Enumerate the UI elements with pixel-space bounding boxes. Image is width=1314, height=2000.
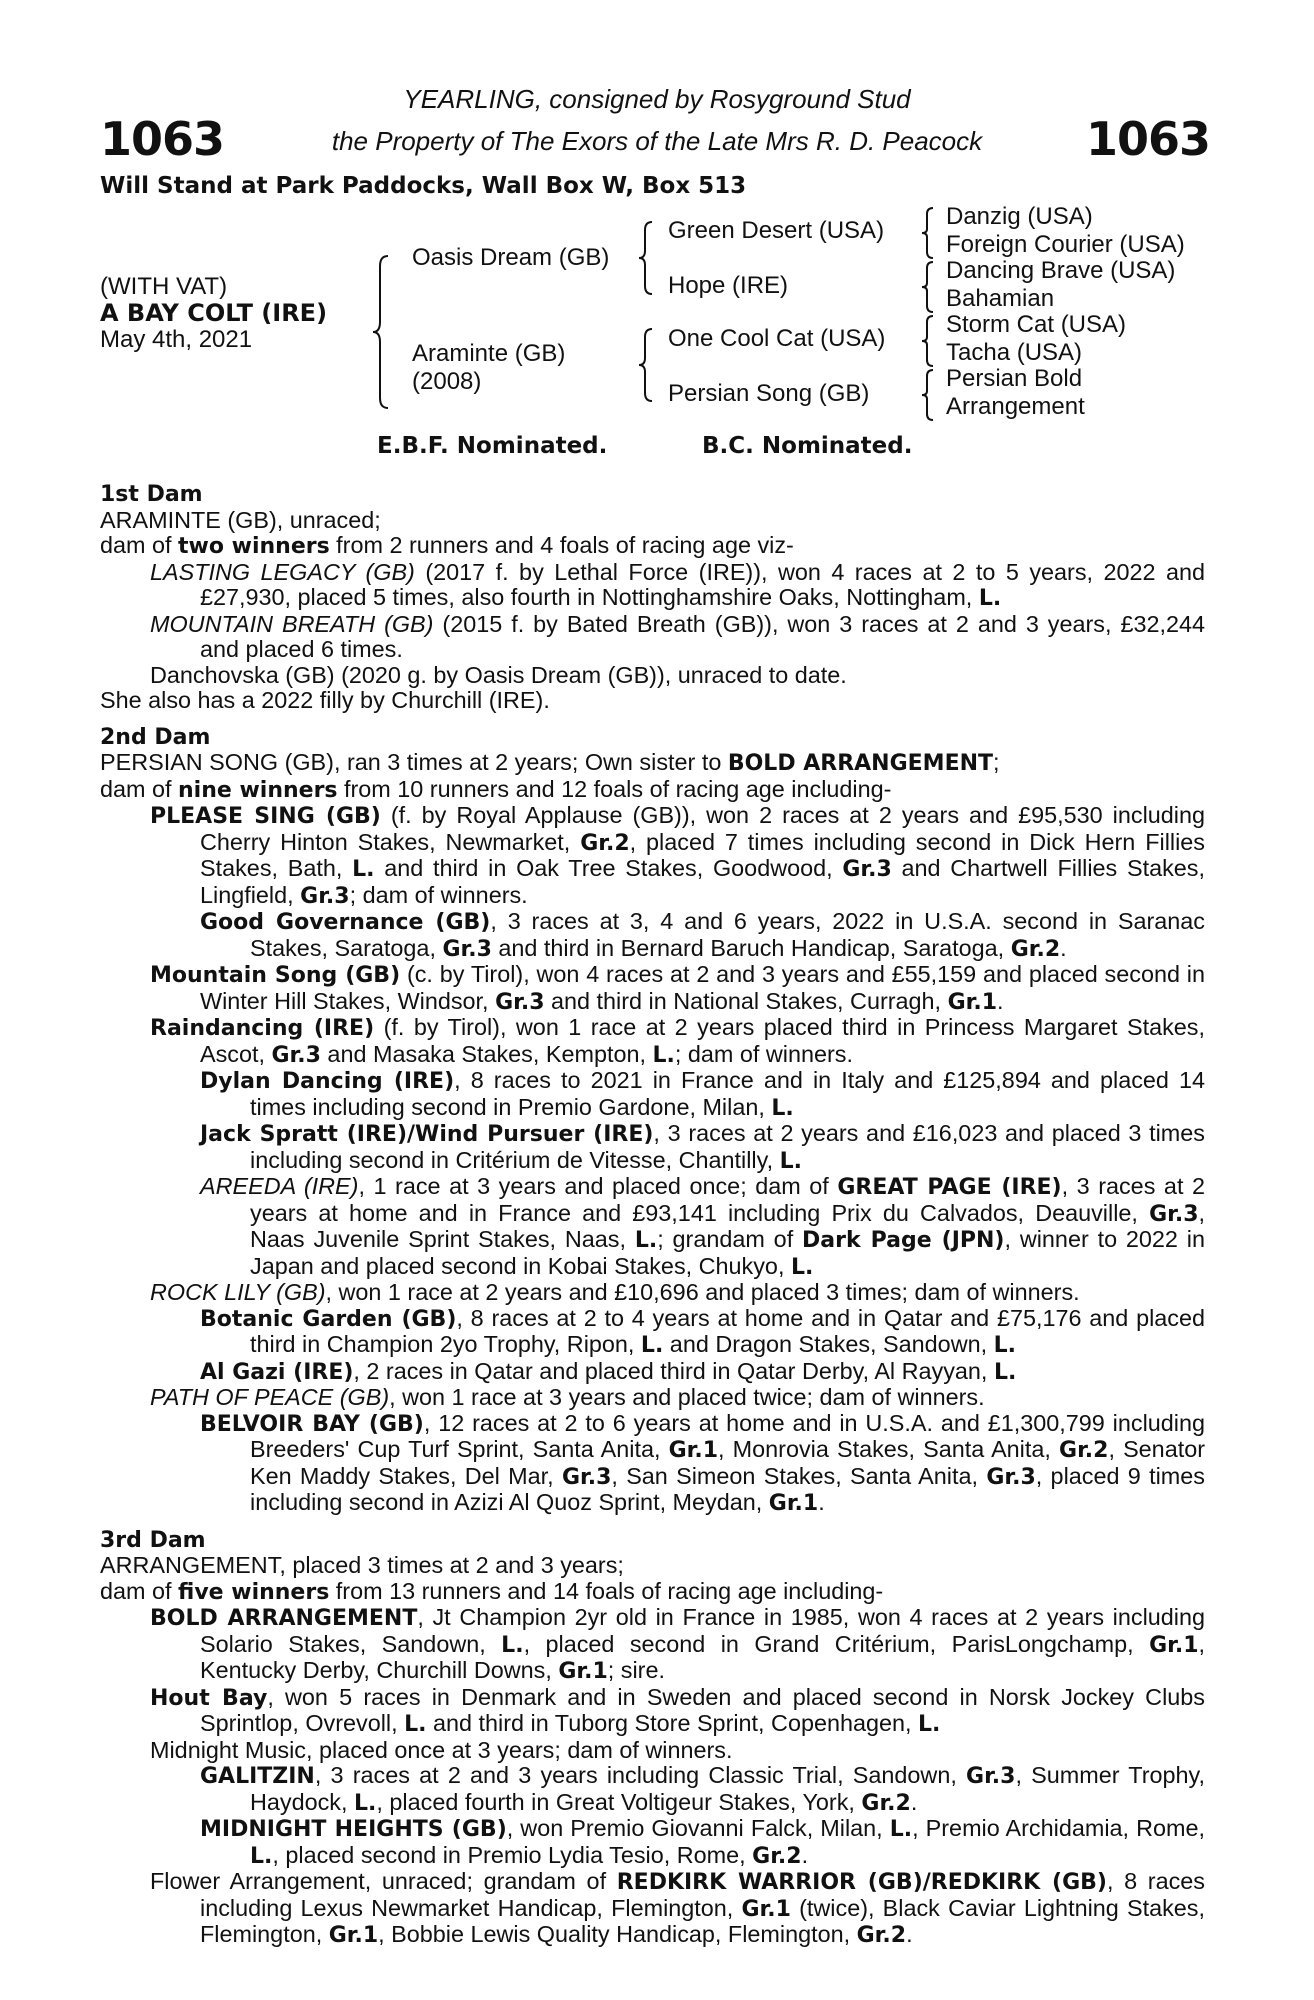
produce-please-sing: PLEASE SING (GB) (f. by Royal Applause (GB)), won 2 races at 2 years and £95,530 including Cherry Hinton Stakes, Newmarket, Gr.2, placed 7 times including second in Dick Hern Fillies Stakes, Bath, L. and third in Oak Tree Stakes, Goodwood, Gr.3 and Chartwell Fillies Stakes, Lingfield, Gr.3; dam of winners.	[150, 802, 1205, 909]
produce-botanic-garden: Botanic Garden (GB), 8 races at 2 to 4 years at home and in Qatar and £75,176 and placed third in Champion 2yo Trophy, Ripon, L. and Dragon Stakes, Sandown, L.	[200, 1304, 1206, 1358]
produce-path-of-peace: PATH OF PEACE (GB), won 1 race at 3 years and placed twice; dam of winners.	[150, 1384, 985, 1410]
sd-dam: Bahamian	[946, 285, 1055, 312]
dam-sire: One Cool Cat (USA)	[668, 325, 886, 352]
first-dam-line: ARAMINTE (GB), unraced;	[100, 506, 381, 533]
first-dam-produce-summary: dam of two winners from 2 runners and 4 foals of racing age viz-	[100, 532, 794, 559]
vat-label: (WITH VAT)	[100, 273, 228, 300]
pedigree-brace-main	[370, 252, 392, 412]
horse-name: A BAY COLT (IRE)	[100, 299, 328, 327]
dd-dam: Arrangement	[946, 393, 1085, 420]
produce-galitzin: GALITZIN, 3 races at 2 and 3 years including Classic Trial, Sandown, Gr.3, Summer Trophy, Haydock, L., placed fourth in Great Voltigeur Stakes, York, Gr.2.	[200, 1762, 1205, 1816]
sire-dam: Hope (IRE)	[668, 272, 789, 299]
bc-nominated: B.C. Nominated.	[702, 433, 913, 459]
consignor-line: YEARLING, consigned by Rosyground Stud	[403, 84, 911, 114]
pedigree-brace-sd	[920, 259, 936, 315]
first-dam-note: She also has a 2022 filly by Churchill (IRE).	[100, 687, 550, 713]
produce-rock-lily: ROCK LILY (GB), won 1 race at 2 years and £10,696 and placed 3 times; dam of winners.	[150, 1279, 1080, 1305]
lot-number-left: 1063	[100, 112, 225, 166]
produce-jack-spratt: Jack Spratt (IRE)/Wind Pursuer (IRE), 3 races at 2 years and £16,023 and placed 3 times including second in Critérium de Vitesse, Chantilly, L.	[200, 1120, 1205, 1174]
ebf-nominated: E.B.F. Nominated.	[377, 433, 608, 459]
produce-midnight-heights: MIDNIGHT HEIGHTS (GB), won Premio Giovanni Falck, Milan, L., Premio Archidamia, Rome, L., placed second in Premio Lydia Tesio, Rome, Gr.2.	[200, 1815, 1205, 1869]
property-line: the Property of The Exors of the Late Mrs R. D. Peacock	[331, 126, 983, 156]
ss-sire: Danzig (USA)	[946, 203, 1093, 230]
dam-dam: Persian Song (GB)	[668, 380, 870, 407]
dd-sire: Persian Bold	[946, 365, 1083, 392]
dam-year: (2008)	[412, 368, 482, 395]
produce-mountain-breath: MOUNTAIN BREATH (GB) (2015 f. by Bated Breath (GB)), won 3 races at 2 and 3 years, £32,244 and placed 6 times.	[150, 610, 1205, 662]
lot-number-right: 1063	[1086, 112, 1211, 166]
catalogue-body	[100, 482, 1205, 1949]
second-dam-produce-summary: dam of nine winners from 10 runners and 12 foals of racing age including-	[100, 775, 892, 803]
second-dam-line: PERSIAN SONG (GB), ran 3 times at 2 years; Own sister to BOLD ARRANGEMENT;	[100, 749, 1000, 776]
pedigree-brace-ss	[920, 205, 936, 261]
third-dam-heading: 3rd Dam	[100, 1527, 206, 1553]
produce-areeda: AREEDA (IRE), 1 race at 3 years and placed once; dam of GREAT PAGE (IRE), 3 races at 2 years at home and in France and £93,141 including Prix du Calvados, Deauville, Gr.3, Naas Juvenile Sprint Stakes, Naas, L.; grandam of Dark Page (JPN), winner to 2022 in Japan and placed second in Kobai Stakes, Chukyo, L.	[200, 1173, 1205, 1280]
pedigree-brace-sire	[636, 218, 656, 298]
produce-lasting-legacy: LASTING LEGACY (GB) (2017 f. by Lethal Force (IRE)), won 4 races at 2 to 5 years, 2022 and £27,930, placed 5 times, also fourth in Nottinghamshire Oaks, Nottingham, L.	[150, 558, 1205, 611]
ss-dam: Foreign Courier (USA)	[946, 231, 1185, 258]
sire-name: Oasis Dream (GB)	[412, 244, 610, 271]
produce-flower-arrangement: Flower Arrangement, unraced; grandam of REDKIRK WARRIOR (GB)/REDKIRK (GB), 8 races including Lexus Newmarket Handicap, Flemington, Gr.1 (twice), Black Caviar Lightning Stakes, Flemington, Gr.1, Bobbie Lewis Quality Handicap, Flemington, Gr.2.	[150, 1868, 1205, 1948]
produce-hout-bay: Hout Bay, won 5 races in Denmark and in Sweden and placed second in Norsk Jockey Clubs Sprintlop, Ovrevoll, L. and third in Tuborg Store Sprint, Copenhagen, L.	[150, 1683, 1205, 1737]
produce-danchovska: Danchovska (GB) (2020 g. by Oasis Dream (GB)), unraced to date.	[150, 661, 847, 688]
second-dam-heading: 2nd Dam	[100, 724, 211, 750]
produce-good-governance: Good Governance (GB), 3 races at 3, 4 and 6 years, 2022 in U.S.A. second in Saranac Stakes, Saratoga, Gr.3 and third in Bernard Baruch Handicap, Saratoga, Gr.2.	[200, 908, 1206, 962]
produce-raindancing: Raindancing (IRE) (f. by Tirol), won 1 race at 2 years placed third in Princess Margaret Stakes, Ascot, Gr.3 and Masaka Stakes, Kempton, L.; dam of winners.	[150, 1014, 1205, 1068]
produce-belvoir-bay: BELVOIR BAY (GB), 12 races at 2 to 6 years at home and in U.S.A. and £1,300,799 including Breeders' Cup Turf Sprint, Santa Anita, Gr.1, Monrovia Stakes, Santa Anita, Gr.2, Senator Ken Maddy Stakes, Del Mar, Gr.3, San Simeon Stakes, Santa Anita, Gr.3, placed 9 times including second in Azizi Al Quoz Sprint, Meydan, Gr.1.	[200, 1409, 1206, 1516]
produce-bold-arrangement: BOLD ARRANGEMENT, Jt Champion 2yr old in France in 1985, won 4 races at 2 years including Solario Stakes, Sandown, L., placed second in Grand Critérium, ParisLongchamp, Gr.1, Kentucky Derby, Churchill Downs, Gr.1; sire.	[150, 1604, 1206, 1684]
first-dam-heading: 1st Dam	[100, 482, 203, 507]
ds-dam: Tacha (USA)	[946, 339, 1083, 366]
pedigree-brace-dam	[636, 325, 656, 405]
sd-sire: Dancing Brave (USA)	[946, 257, 1176, 284]
foaling-date: May 4th, 2021	[100, 326, 253, 353]
pedigree-brace-ds	[920, 313, 936, 369]
produce-dylan-dancing: Dylan Dancing (IRE), 8 races to 2021 in France and in Italy and £125,894 and placed 14 times including second in Premio Gardone, Milan, L.	[200, 1067, 1206, 1121]
third-dam-line: ARRANGEMENT, placed 3 times at 2 and 3 years;	[100, 1552, 624, 1578]
ds-sire: Storm Cat (USA)	[946, 311, 1127, 338]
stand-location: Will Stand at Park Paddocks, Wall Box W, Box 513	[100, 173, 747, 199]
dam-name: Araminte (GB)	[412, 340, 566, 367]
produce-al-gazi: Al Gazi (IRE), 2 races in Qatar and placed third in Qatar Derby, Al Rayyan, L.	[200, 1357, 1017, 1385]
sire-sire: Green Desert (USA)	[668, 217, 885, 244]
third-dam-produce-summary: dam of five winners from 13 runners and 14 foals of racing age including-	[100, 1577, 884, 1605]
produce-midnight-music: Midnight Music, placed once at 3 years; dam of winners.	[150, 1736, 733, 1763]
produce-mountain-song: Mountain Song (GB) (c. by Tirol), won 4 races at 2 and 3 years and £55,159 and placed second in Winter Hill Stakes, Windsor, Gr.3 and third in National Stakes, Curragh, Gr.1.	[150, 961, 1205, 1015]
pedigree-brace-dd	[920, 367, 936, 423]
